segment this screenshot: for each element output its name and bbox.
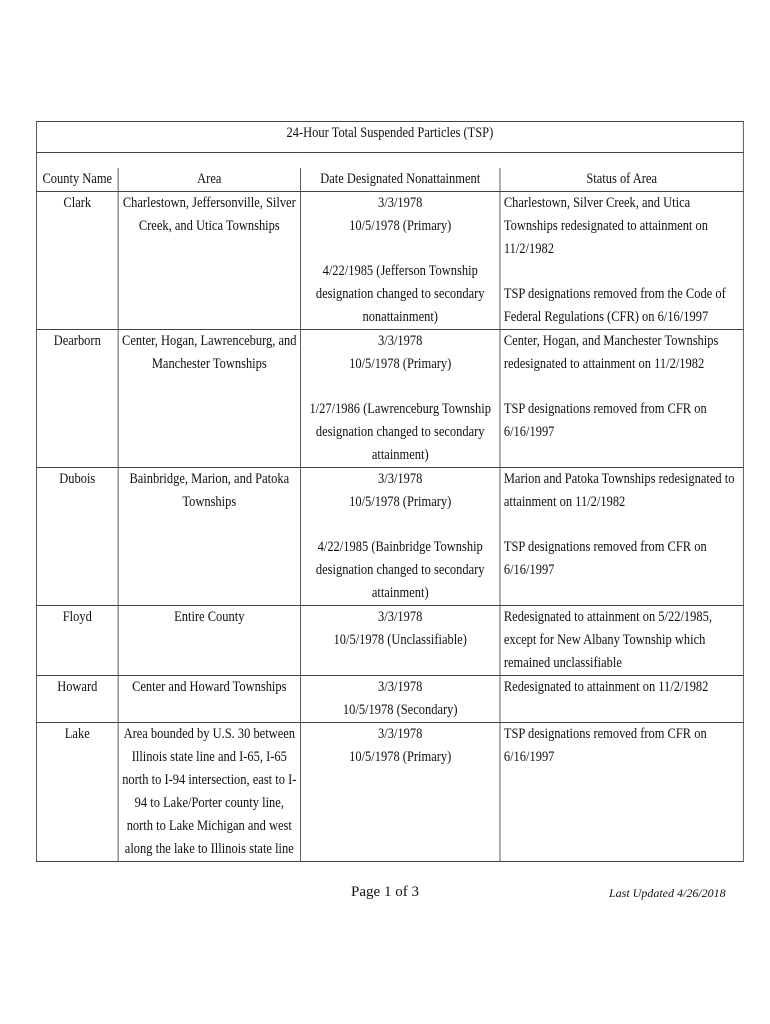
- area-cell: [118, 723, 300, 862]
- status-primary: Marion and Patoka Townships redesignated to attainment on 11/2/1982: [503, 471, 735, 510]
- area-cell: [118, 330, 300, 468]
- county-cell: [36, 723, 118, 862]
- county-cell: [36, 676, 118, 723]
- table-row: [36, 723, 743, 862]
- table-row: [36, 676, 743, 723]
- table-title: 24-Hour Total Suspended Particles (TSP): [36, 122, 743, 153]
- header-county: County Name: [36, 168, 118, 192]
- date-primary: 3/3/1978 10/5/1978 (Primary): [349, 195, 452, 234]
- table-row: [36, 468, 743, 606]
- header-row: [36, 168, 743, 192]
- status-removed: TSP designations removed from the Code of Federal Regulations (CFR) on 6/16/1997: [503, 286, 726, 325]
- table-title-row: [36, 122, 743, 153]
- date-primary: 3/3/1978 10/5/1978 (Secondary): [342, 679, 458, 718]
- date-cell: [300, 192, 500, 330]
- date-primary: 3/3/1978 10/5/1978 (Unclassifiable): [333, 609, 467, 648]
- page-number: Page 1 of 3: [351, 884, 419, 900]
- area-text: Area bounded by U.S. 30 between Illinois state line and I-65, I-65 north to I-94 intersection, east to I-94 to Lake/Porter county line, north to Lake Michigan and west along the lake to Illinois state line: [122, 726, 297, 857]
- county-name: Lake: [64, 726, 90, 742]
- county-name: Clark: [63, 195, 92, 211]
- status-cell: [500, 192, 743, 330]
- date-cell: [300, 676, 500, 723]
- area-text: Entire County: [174, 609, 245, 625]
- area-text: Charlestown, Jeffersonville, Silver Creek, and Utica Townships: [122, 195, 296, 234]
- date-cell: [300, 468, 500, 606]
- status-primary: Charlestown, Silver Creek, and Utica Townships redesignated to attainment on 11/2/1982: [503, 195, 708, 257]
- header-area: Area: [118, 168, 300, 192]
- county-cell: [36, 468, 118, 606]
- status-cell: [500, 676, 743, 723]
- status-cell: [500, 606, 743, 676]
- date-primary: 3/3/1978 10/5/1978 (Primary): [349, 471, 452, 510]
- area-cell: [118, 468, 300, 606]
- status-primary: Redesignated to attainment on 5/22/1985, except for New Albany Township which remained unclassifiable: [503, 609, 712, 671]
- date-change: 4/22/1985 (Bainbridge Township designation changed to secondary attainment): [315, 539, 485, 601]
- status-primary: Center, Hogan, and Manchester Townships redesignated to attainment on 11/2/1982: [503, 333, 719, 372]
- header-date: Date Designated Nonattainment: [300, 168, 500, 192]
- area-cell: [118, 192, 300, 330]
- status-cell: [500, 330, 743, 468]
- area-text: Bainbridge, Marion, and Patoka Townships: [129, 471, 290, 510]
- county-cell: [36, 330, 118, 468]
- date-change: 1/27/1986 (Lawrenceburg Township designation changed to secondary attainment): [309, 401, 491, 463]
- area-cell: [118, 676, 300, 723]
- table-row: [36, 192, 743, 330]
- area-text: Center, Hogan, Lawrenceburg, and Manchester Townships: [122, 333, 297, 372]
- tsp-table: [36, 121, 744, 862]
- table-row: [36, 606, 743, 676]
- status-removed: TSP designations removed from CFR on 6/16/1997: [503, 401, 707, 440]
- header-status: Status of Area: [500, 168, 743, 192]
- status-cell: [500, 468, 743, 606]
- status-primary: Redesignated to attainment on 11/2/1982: [503, 679, 709, 695]
- date-change: 4/22/1985 (Jefferson Township designation changed to secondary nonattainment): [315, 263, 485, 325]
- date-primary: 3/3/1978 10/5/1978 (Primary): [349, 333, 452, 372]
- area-text: Center and Howard Townships: [132, 679, 287, 695]
- county-cell: [36, 192, 118, 330]
- county-name: Dubois: [59, 471, 96, 487]
- date-cell: [300, 606, 500, 676]
- county-name: Howard: [57, 679, 98, 695]
- table-body: [36, 192, 743, 862]
- last-updated: Last Updated 4/26/2018: [609, 886, 726, 900]
- status-removed: TSP designations removed from CFR on 6/16/1997: [503, 539, 707, 578]
- date-cell: [300, 330, 500, 468]
- area-cell: [118, 606, 300, 676]
- table-row: [36, 330, 743, 468]
- spacer-row: [36, 153, 743, 169]
- county-cell: [36, 606, 118, 676]
- date-cell: [300, 723, 500, 862]
- date-primary: 3/3/1978 10/5/1978 (Primary): [349, 726, 452, 765]
- county-name: Floyd: [62, 609, 92, 625]
- status-primary: TSP designations removed from CFR on 6/16/1997: [503, 726, 707, 765]
- county-name: Dearborn: [53, 333, 101, 349]
- status-cell: [500, 723, 743, 862]
